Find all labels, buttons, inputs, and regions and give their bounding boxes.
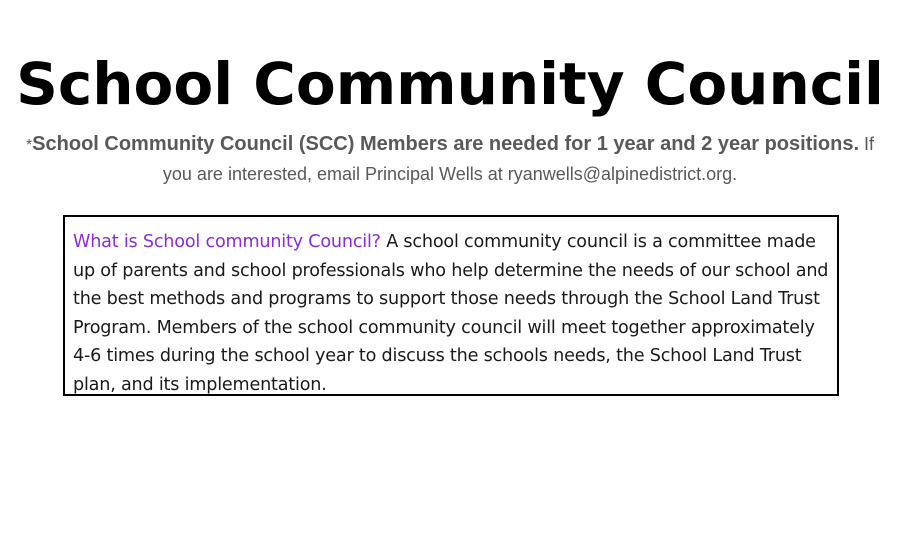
page-title: School Community Council	[16, 50, 884, 118]
asterisk-mark: *	[25, 137, 33, 154]
info-box	[63, 215, 839, 396]
info-answer: A school community council is a committee made up of parents and school professionals who help determine the needs of our school and the best methods and programs to support those needs through the School Land Trust Program. Members of the school community council will meet together approximately 4-6 times during the school year to discuss the schools needs, the School Land Trust plan, and its implementation.	[73, 232, 829, 395]
notice-contact-text: If you are interested, email Principal Wells at ryanwells@alpinedistrict.org.	[162, 134, 875, 184]
recruitment-notice	[20, 130, 880, 189]
notice-bold-text: School Community Council (SCC) Members are needed for 1 year and 2 year positions.	[32, 133, 860, 155]
info-question: What is School community Council?	[73, 232, 381, 252]
